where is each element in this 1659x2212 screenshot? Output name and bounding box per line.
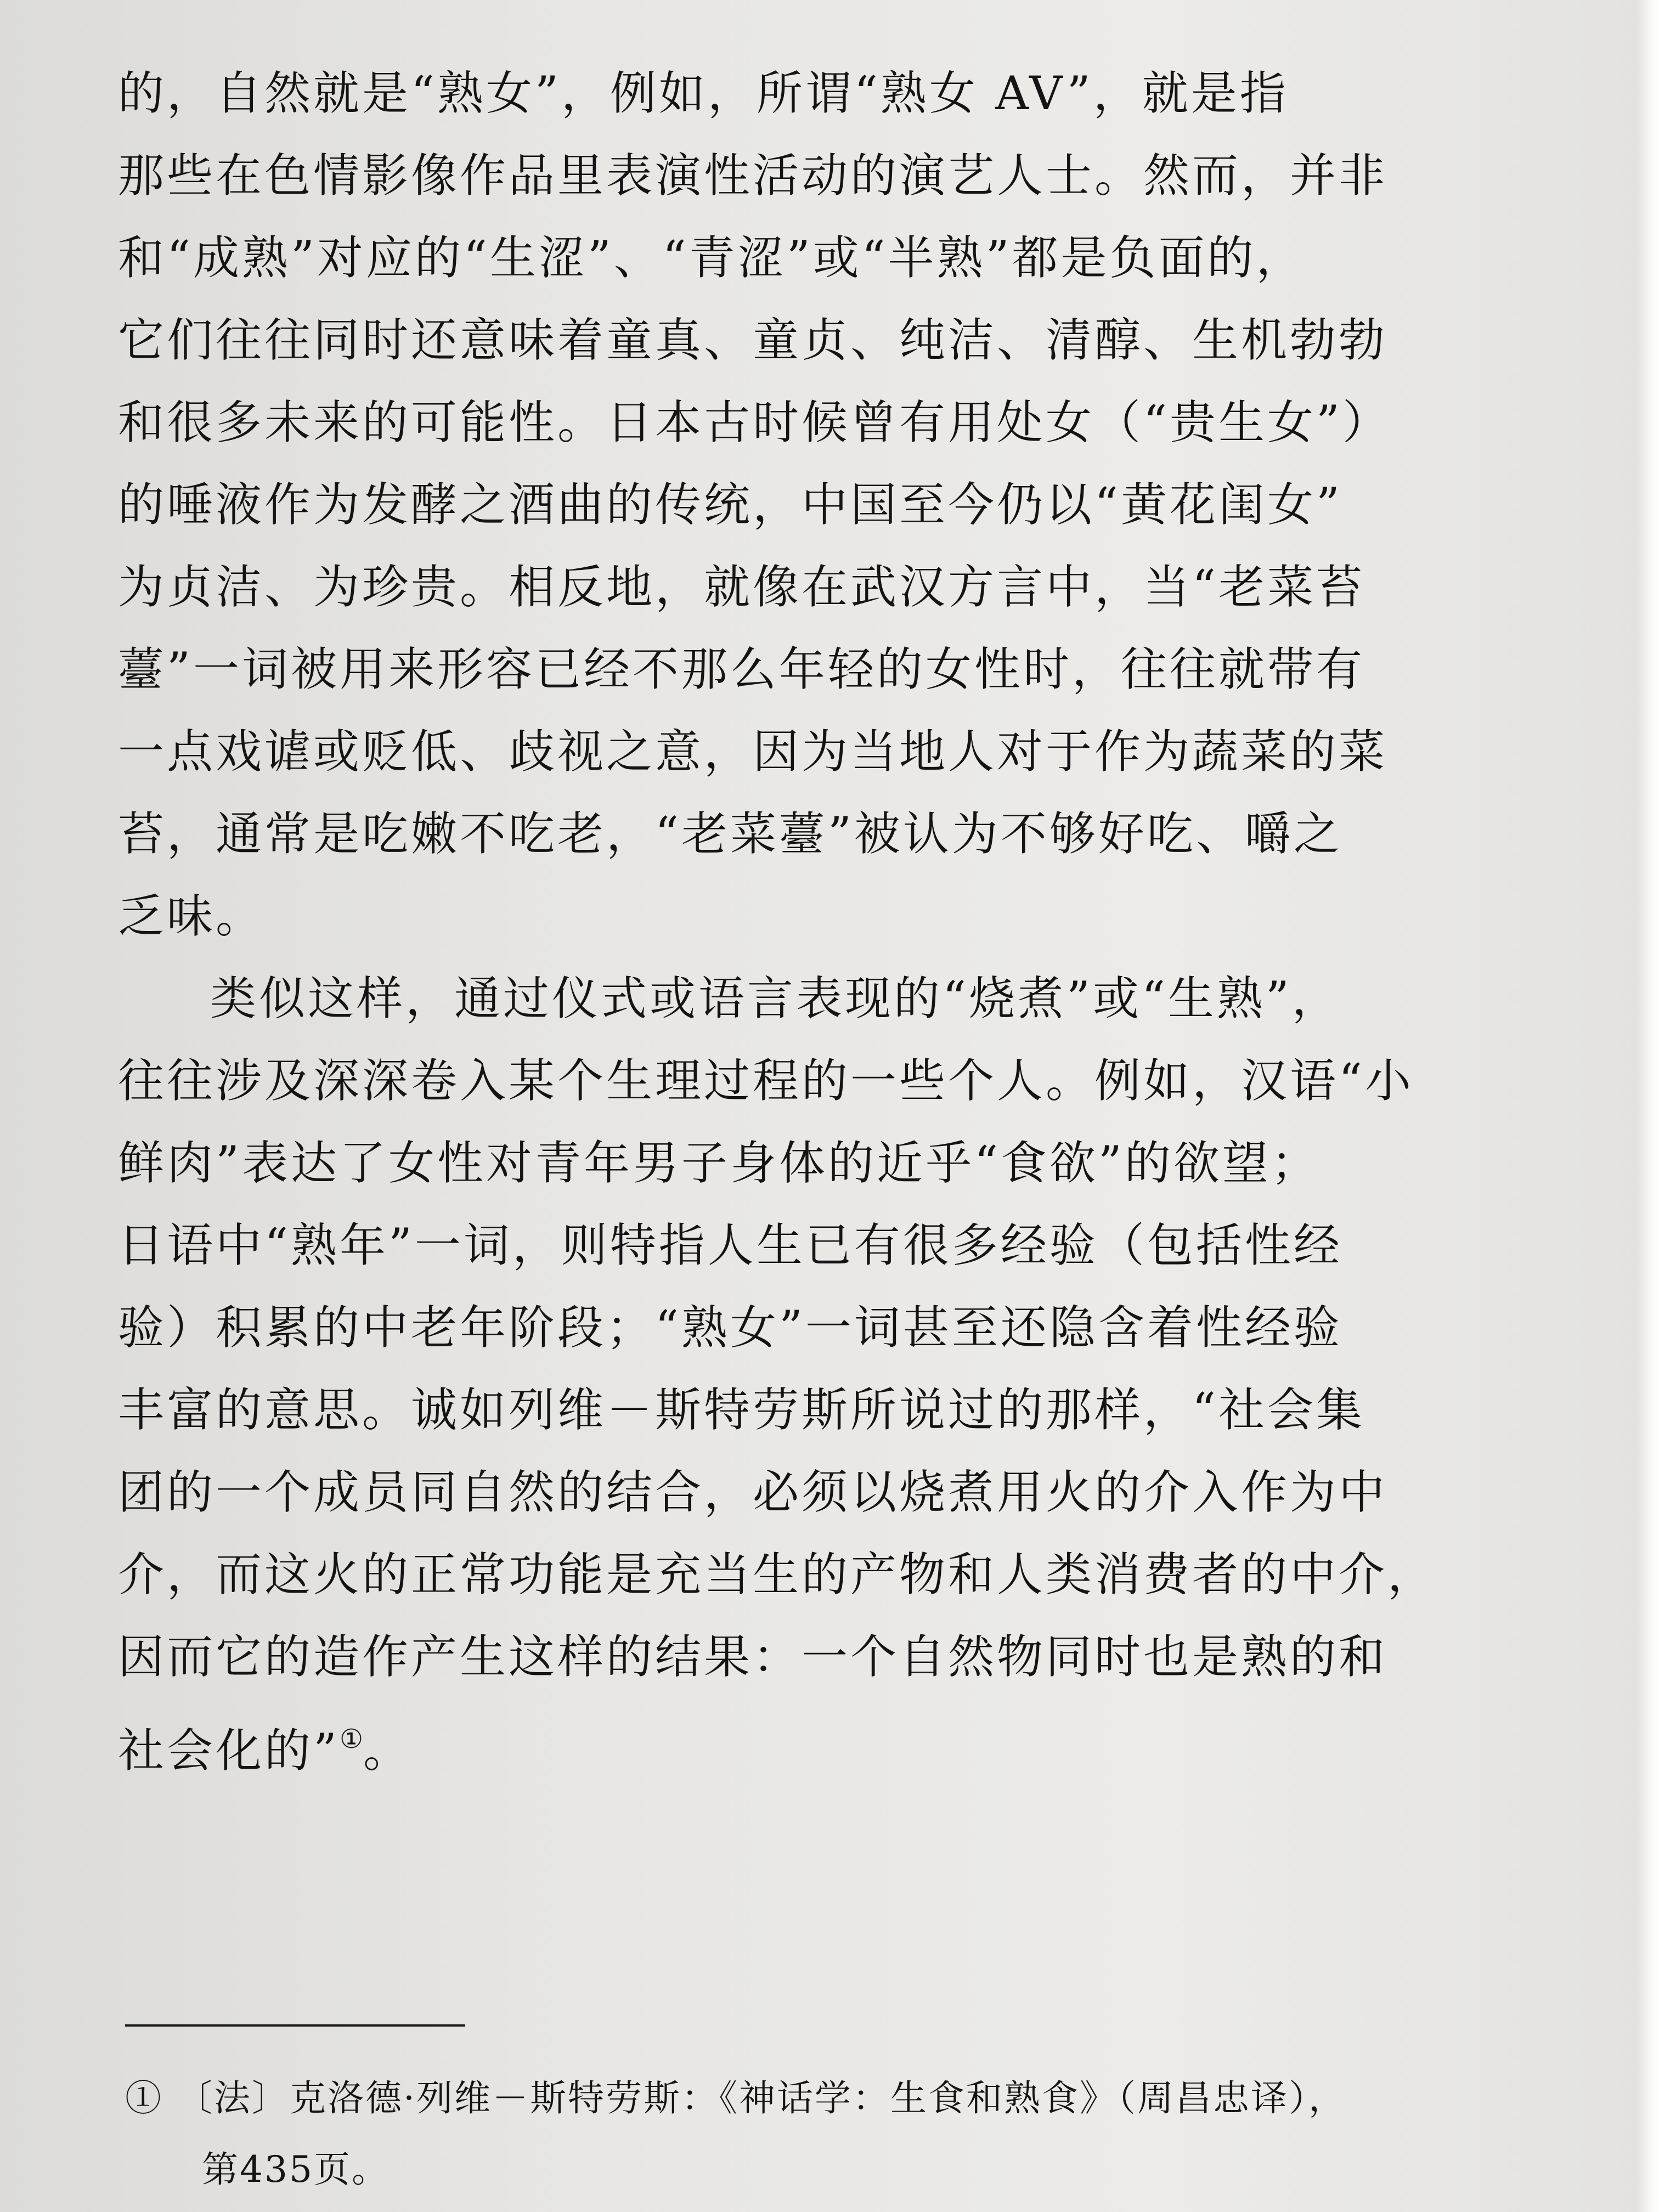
- text-line: 介，而这火的正常功能是充当生的产物和人类消费者的中介，: [118, 1548, 1437, 1601]
- text-line: 为贞洁、为珍贵。相反地，就像在武汉方言中，当“老菜苔: [118, 560, 1365, 614]
- text-line: 鲜肉”表达了女性对青年男子身体的近乎“食欲”的欲望；: [118, 1136, 1320, 1190]
- text-line: 和很多未来的可能性。日本古时候曾有用处女（“贵生女”）: [118, 396, 1391, 449]
- text-line: 苔，通常是吃嫩不吃老，“老菜薹”被认为不够好吃、嚼之: [118, 807, 1342, 861]
- footnote-divider: [125, 2024, 465, 2027]
- body-text: [118, 52, 1468, 1780]
- text-line: 日语中“熟年”一词，则特指人生已有很多经验（包括性经: [118, 1218, 1342, 1272]
- text-line: 和“成熟”对应的“生涩”、“青涩”或“半熟”都是负面的，: [118, 231, 1305, 285]
- text-line: 团的一个成员同自然的结合，必须以烧煮用火的介入作为中: [118, 1465, 1388, 1519]
- text-line: 验）积累的中老年阶段；“熟女”一词甚至还隐含着性经验: [118, 1301, 1342, 1355]
- last-line-period: 。: [363, 1724, 412, 1778]
- paragraph-2: [118, 957, 1468, 1780]
- last-line-text: 社会化的”: [118, 1724, 340, 1778]
- text-line: 它们往往同时还意味着童真、童贞、纯洁、清醇、生机勃勃: [118, 313, 1388, 367]
- footnote-line: 第435页。: [202, 2148, 390, 2191]
- footnote: [125, 2063, 1497, 2205]
- text-line: 的，自然就是“熟女”，例如，所谓“熟女 AV”，就是指: [118, 66, 1289, 120]
- text-line: 的唾液作为发酵之酒曲的传统，中国至今仍以“黄花闺女”: [118, 478, 1342, 532]
- text-line: 往往涉及深深卷入某个生理过程的一些个人。例如，汉语“小: [118, 1054, 1414, 1108]
- text-line: 乏味。: [118, 889, 265, 943]
- footnote-line: ① 〔法〕克洛德·列维－斯特劳斯：《神话学：生食和熟食》（周昌忠译），: [125, 2077, 1346, 2119]
- text-line-last: [118, 1698, 1468, 1780]
- text-line: 薹”一词被用来形容已经不那么年轻的女性时，往往就带有: [118, 642, 1365, 696]
- footnote-reference-mark: ①: [339, 1724, 363, 1754]
- page-edge: [1637, 0, 1659, 2212]
- text-line: 因而它的造作产生这样的结果：一个自然物同时也是熟的和: [118, 1630, 1388, 1684]
- text-line: 那些在色情影像作品里表演性活动的演艺人士。然而，并非: [118, 149, 1388, 202]
- text-line: 丰富的意思。诚如列维－斯特劳斯所说过的那样，“社会集: [118, 1383, 1365, 1437]
- paragraph-1: [118, 52, 1468, 957]
- text-line: 类似这样，通过仪式或语言表现的“烧煮”或“生熟”，: [210, 972, 1341, 1025]
- text-line: 一点戏谑或贬低、歧视之意，因为当地人对于作为蔬菜的菜: [118, 725, 1388, 778]
